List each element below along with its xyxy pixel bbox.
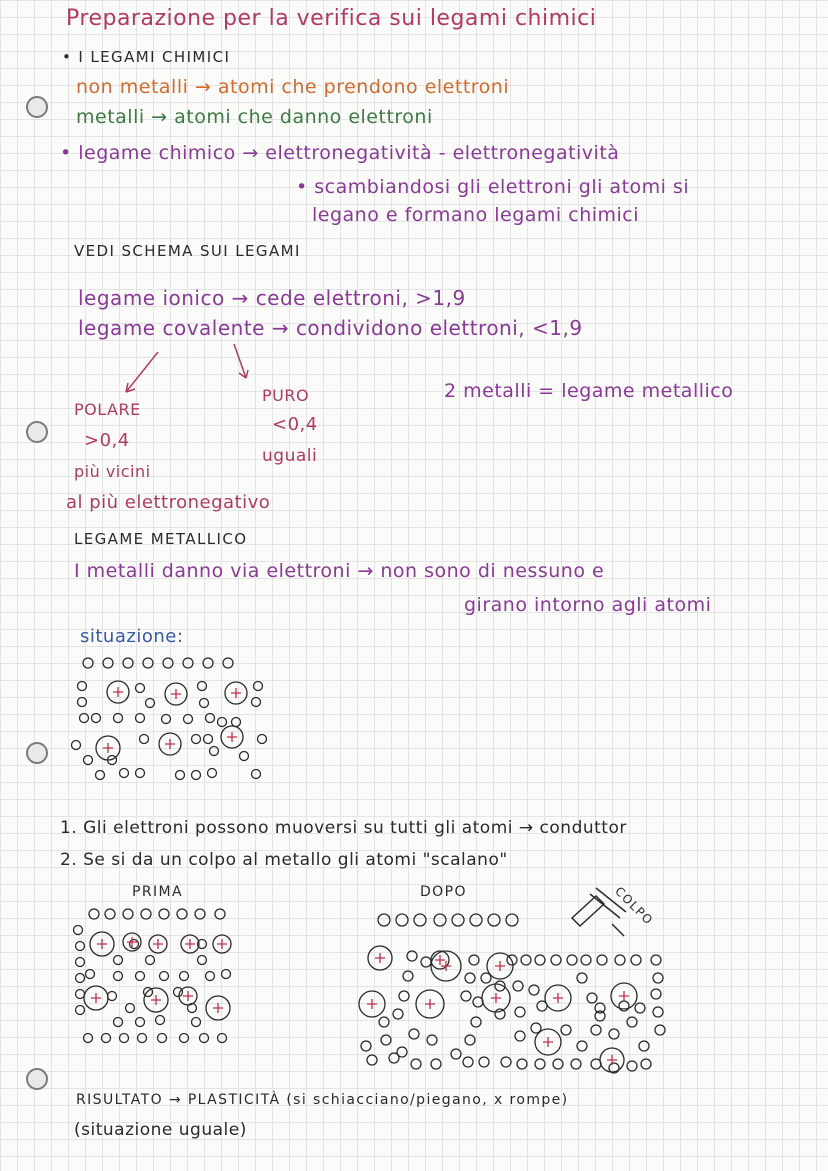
electron (195, 909, 205, 919)
electron (609, 1029, 619, 1039)
electron (158, 1034, 167, 1043)
ion-charge (425, 999, 435, 1009)
bond-definition-line: • legame chimico → elettronegatività - elettronegatività (60, 142, 620, 164)
electron (114, 1018, 123, 1027)
electron (581, 955, 591, 965)
electron (146, 956, 155, 965)
electron (183, 658, 193, 668)
covalent-bond-line: legame covalente → condividono elettroni, <1,9 (78, 316, 583, 340)
electron (222, 970, 231, 979)
electron (427, 1035, 437, 1045)
electron (130, 940, 139, 949)
electron (409, 1029, 419, 1039)
electron (192, 771, 201, 780)
electron (204, 735, 213, 744)
electron (160, 972, 169, 981)
electron (76, 958, 85, 967)
electron (470, 914, 482, 926)
ion-charge (213, 1003, 223, 1013)
ion-charge (97, 939, 107, 949)
electron (78, 682, 87, 691)
metallic-heading: LEGAME METALLICO (74, 530, 248, 548)
ion-charge (165, 739, 175, 749)
ion-charge (127, 937, 137, 947)
electron (587, 993, 597, 1003)
ion-charge (151, 995, 161, 1005)
electron (174, 988, 183, 997)
polar-note-2: al più elettronegativo (66, 492, 271, 513)
electron (72, 741, 81, 750)
after-label: DOPO (420, 884, 467, 900)
electron (84, 756, 93, 765)
electron (506, 914, 518, 926)
ion-charge (103, 743, 113, 753)
electron (591, 1025, 601, 1035)
electron (102, 1034, 111, 1043)
electron (469, 955, 479, 965)
section-heading-legami: • I LEGAMI CHIMICI (62, 48, 231, 66)
electron (389, 1053, 399, 1063)
ion-charge (231, 688, 241, 698)
electron (551, 955, 561, 965)
electron (501, 1057, 511, 1067)
electron (411, 1059, 421, 1069)
electron (515, 1031, 525, 1041)
electron (517, 1059, 527, 1069)
electron (627, 1061, 637, 1071)
electron (434, 914, 446, 926)
electron (143, 658, 153, 668)
hit-label: COLPO (612, 884, 657, 928)
electron (218, 718, 227, 727)
electron (105, 909, 115, 919)
electron (465, 973, 475, 983)
metallic-note: 2 metalli = legame metallico (444, 380, 734, 402)
electron (553, 1059, 563, 1069)
electron (114, 714, 123, 723)
electron (180, 972, 189, 981)
electron (215, 909, 225, 919)
ion-charge (217, 939, 227, 949)
electron (232, 718, 241, 727)
electron (96, 771, 105, 780)
ion-charge (153, 939, 163, 949)
electron (123, 658, 133, 668)
electron (653, 973, 663, 983)
electron (114, 972, 123, 981)
electron (138, 1034, 147, 1043)
hammer-icon (572, 888, 626, 936)
electron (203, 658, 213, 668)
electron (577, 1041, 587, 1051)
electron (76, 942, 85, 951)
electron (136, 972, 145, 981)
electron (208, 769, 217, 778)
ion-charge (375, 953, 385, 963)
electron (651, 989, 661, 999)
electron (176, 771, 185, 780)
electron (479, 1057, 489, 1067)
electron (403, 971, 413, 981)
electron (120, 1034, 129, 1043)
electron (515, 1007, 525, 1017)
electron (378, 914, 390, 926)
situation-label: situazione: (80, 626, 184, 647)
electron (465, 1035, 475, 1045)
ion-charge (367, 999, 377, 1009)
ion-charge (441, 961, 451, 971)
electron (114, 956, 123, 965)
electron (206, 972, 215, 981)
nonmetals-line: non metalli → atomi che prendono elettroni (76, 76, 510, 98)
electron (535, 955, 545, 965)
electron (156, 1016, 165, 1025)
before-label: PRIMA (132, 884, 183, 900)
electron (80, 714, 89, 723)
electron (136, 714, 145, 723)
electron (141, 909, 151, 919)
electron (488, 914, 500, 926)
ion-charge (185, 939, 195, 949)
electron (521, 955, 531, 965)
electron (159, 909, 169, 919)
electron (635, 1003, 645, 1013)
electron (414, 914, 426, 926)
electron (218, 1034, 227, 1043)
electron (198, 956, 207, 965)
electron (192, 735, 201, 744)
electron (451, 1049, 461, 1059)
electron (461, 991, 471, 1001)
electron (361, 1041, 371, 1051)
ion-charge (495, 961, 505, 971)
electron (76, 974, 85, 983)
electron (258, 735, 267, 744)
electron (120, 769, 129, 778)
electron (192, 1018, 201, 1027)
electron (78, 698, 87, 707)
exchange-line-1: • scambiandosi gli elettroni gli atomi si (296, 176, 690, 198)
electron (184, 715, 193, 724)
electron (567, 955, 577, 965)
electron (393, 1009, 403, 1019)
electron (396, 914, 408, 926)
ion-charge (91, 993, 101, 1003)
electron (74, 926, 83, 935)
electron (83, 658, 93, 668)
electron (223, 658, 233, 668)
electron (452, 914, 464, 926)
pure-note: uguali (262, 446, 318, 466)
electron (367, 1055, 377, 1065)
electron (136, 684, 145, 693)
metallic-line-1: I metalli danno via elettroni → non sono di nessuno e (74, 560, 605, 582)
pure-label: PURO (262, 386, 310, 405)
electron (240, 752, 249, 761)
electron (513, 981, 523, 991)
ion-charge (543, 1037, 553, 1047)
electron (200, 1034, 209, 1043)
metallic-line-2: girano intorno agli atomi (464, 594, 712, 616)
electron (206, 714, 215, 723)
electron (136, 1018, 145, 1027)
ion-charge (227, 732, 237, 742)
electron (163, 658, 173, 668)
electron (431, 1059, 441, 1069)
electron (198, 682, 207, 691)
schema-note: VEDI SCHEMA SUI LEGAMI (74, 242, 301, 260)
electron (561, 1025, 571, 1035)
polar-value: >0,4 (84, 430, 130, 451)
electron (597, 955, 607, 965)
page-title: Preparazione per la verifica sui legami chimici (66, 6, 597, 31)
electron (627, 1017, 637, 1027)
electron (92, 714, 101, 723)
ion-charge (183, 991, 193, 1001)
electron (162, 715, 171, 724)
electron (535, 1059, 545, 1069)
polar-label: POLARE (74, 400, 141, 419)
electron (421, 957, 431, 967)
electron (146, 699, 155, 708)
electron (84, 1034, 93, 1043)
ion-charge (553, 993, 563, 1003)
ion-charge (113, 687, 123, 697)
electron (126, 1004, 135, 1013)
electron (655, 1025, 665, 1035)
result-line-2: (situazione uguale) (74, 1120, 247, 1140)
electron (76, 1006, 85, 1015)
electron (615, 955, 625, 965)
electron (639, 1041, 649, 1051)
electron (252, 770, 261, 779)
electron (631, 955, 641, 965)
electron (252, 698, 261, 707)
electron (123, 909, 133, 919)
electron (108, 992, 117, 1001)
electron (254, 682, 263, 691)
ion-charge (171, 689, 181, 699)
polar-note-1: più vicini (74, 462, 151, 481)
electron (136, 769, 145, 778)
electron (86, 970, 95, 979)
electron (381, 1035, 391, 1045)
electron (140, 735, 149, 744)
electron (379, 1017, 389, 1027)
electron (577, 973, 587, 983)
pure-value: <0,4 (272, 414, 318, 435)
electron (76, 990, 85, 999)
electron (103, 658, 113, 668)
ion-charge (619, 991, 629, 1001)
ionic-bond-line: legame ionico → cede elettroni, >1,9 (78, 286, 466, 310)
ion-charge (435, 955, 445, 965)
electron (529, 985, 539, 995)
electron (200, 699, 209, 708)
electron (641, 1059, 651, 1069)
point-1: 1. Gli elettroni possono muoversi su tutti gli atomi → conduttor (60, 818, 627, 838)
electron (571, 1059, 581, 1069)
exchange-line-2: legano e formano legami chimici (312, 204, 640, 226)
metals-line: metalli → atomi che danno elettroni (76, 106, 433, 128)
electron (471, 1017, 481, 1027)
point-2: 2. Se si da un colpo al metallo gli atomi "scalano" (60, 850, 508, 870)
electron (463, 1057, 473, 1067)
ion-charge (491, 993, 501, 1003)
electron (210, 747, 219, 756)
electron (651, 955, 661, 965)
result-line: RISULTATO → PLASTICITÀ (si schiacciano/piegano, x rompe) (76, 1092, 569, 1108)
electron (399, 991, 409, 1001)
electron (407, 951, 417, 961)
electron (177, 909, 187, 919)
electron (180, 1034, 189, 1043)
electron (89, 909, 99, 919)
electron (653, 1007, 663, 1017)
